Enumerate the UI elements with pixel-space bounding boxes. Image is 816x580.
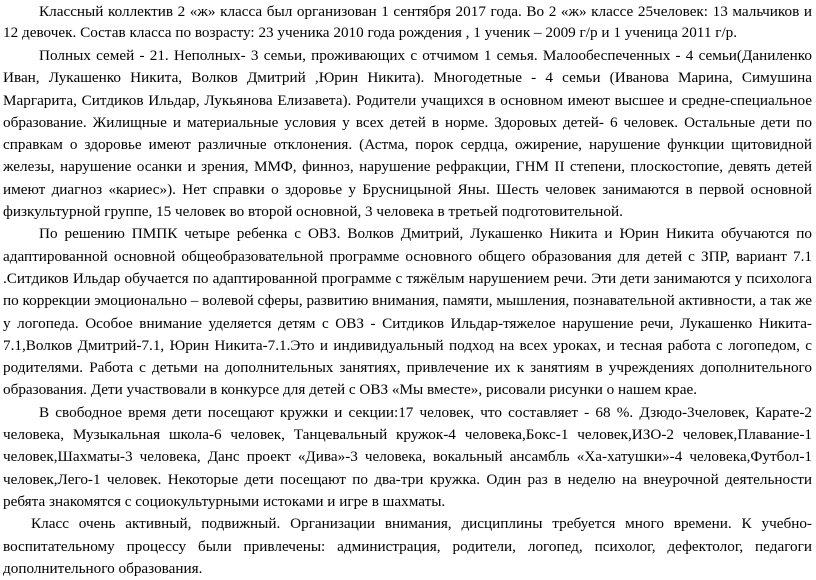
paragraph-class-composition: Классный коллектив 2 «ж» класса был организован 1 сентября 2017 года. Во 2 «ж» классе 25человек: 13 мальчиков и 12 девочек. Состав класса по возрасту: 23 ученика 2010 года рождения , 1 ученик – 2009 г/р и 1 ученица 2011 г/р.	[3, 3, 812, 41]
paragraph-special-needs: По решению ПМПК четыре ребенка с ОВЗ. Волков Дмитрий, Лукашенко Никита и Юрин Никита обучаются по адаптированной основной общеобразовательной программе основного общего образования для детей с ЗПР, вариант 7.1 .Ситдиков Ильдар обучается по адаптированной программе с тяжёлым нарушением речи. Эти дети занимаются у психолога по коррекции эмоционально – волевой сферы, развитию внимания, памяти, мышления, познавательной активности, а так же у логопеда. Особое внимание уделяется детям с ОВЗ - Ситдиков Ильдар-тяжелое нарушение речи, Лукашенко Никита- 7.1,Волков Дмитрий-7.1, Юрин Никита-7.1.Это и индивидуальный подход на всех уроках, и тесная работа с логопедом, с родителями. Работа с детьми на дополнительных занятиях, привлечение их к занятиям в учреждениях дополнительного образования. Дети участвовали в конкурсе для детей с ОВЗ «Мы вместе», рисовали рисунки о нашем крае.	[3, 225, 812, 399]
paragraph-class-activity: Класс очень активный, подвижный. Организации внимания, дисциплины требуется много времени. К учебно-воспитательному процессу были привлечены: администрация, родители, логопед, психолог, дефектолог, педагоги дополнительного образования.	[3, 515, 812, 577]
paragraph-clubs-sections: В свободное время дети посещают кружки и секции:17 человек, что составляет - 68 %. Дзюдо-3человек, Карате-2 человека, Музыкальная школа-6 человек, Танцевальный кружок-4 человека,Бокс-1 человек,ИЗО-2 человек,Плавание-1 человек,Шахматы-3 человека, Данс проект «Дива»-3 человека, вокальный ансамбль «Ха-хатушки»-4 человека,Футбол-1 человек,Лего-1 человек. Некоторые дети посещают по два-три кружка. Один раз в неделю на внеурочной деятельности ребята знакомятся с социокультурными истоками и игре в шахматы.	[3, 403, 812, 510]
paragraph-families-health: Полных семей - 21. Неполных- 3 семьи, проживающих с отчимом 1 семья. Малообеспеченных - 4 семьи(Даниленко Иван, Лукашенко Никита, Волков Дмитрий ,Юрин Никита). Многодетные - 4 семьи (Иванова Марина, Симушина Маргарита, Ситдиков Ильдар, Лукьянова Елизавета). Родители учащихся в основном имеют высшее и средне-специальное образование. Жилищные и материальные условия у всех детей в норме. Здоровых детей- 6 человек. Остальные дети по справкам о здоровье имеют различные отклонения. (Астма, порок сердца, ожирение, нарушение функции щитовидной железы, нарушение осанки и зрения, ММФ, финноз, нарушение рефракции, ГНМ II степени, плоскостопие, девять детей имеют диагноз «кариес»). Нет справки о здоровье у Брусницыной Яны. Шесть человек занимаются в первой основной физкультурной группе, 15 человек во второй основной, 3 человека в третьей подготовительной.	[3, 47, 812, 221]
